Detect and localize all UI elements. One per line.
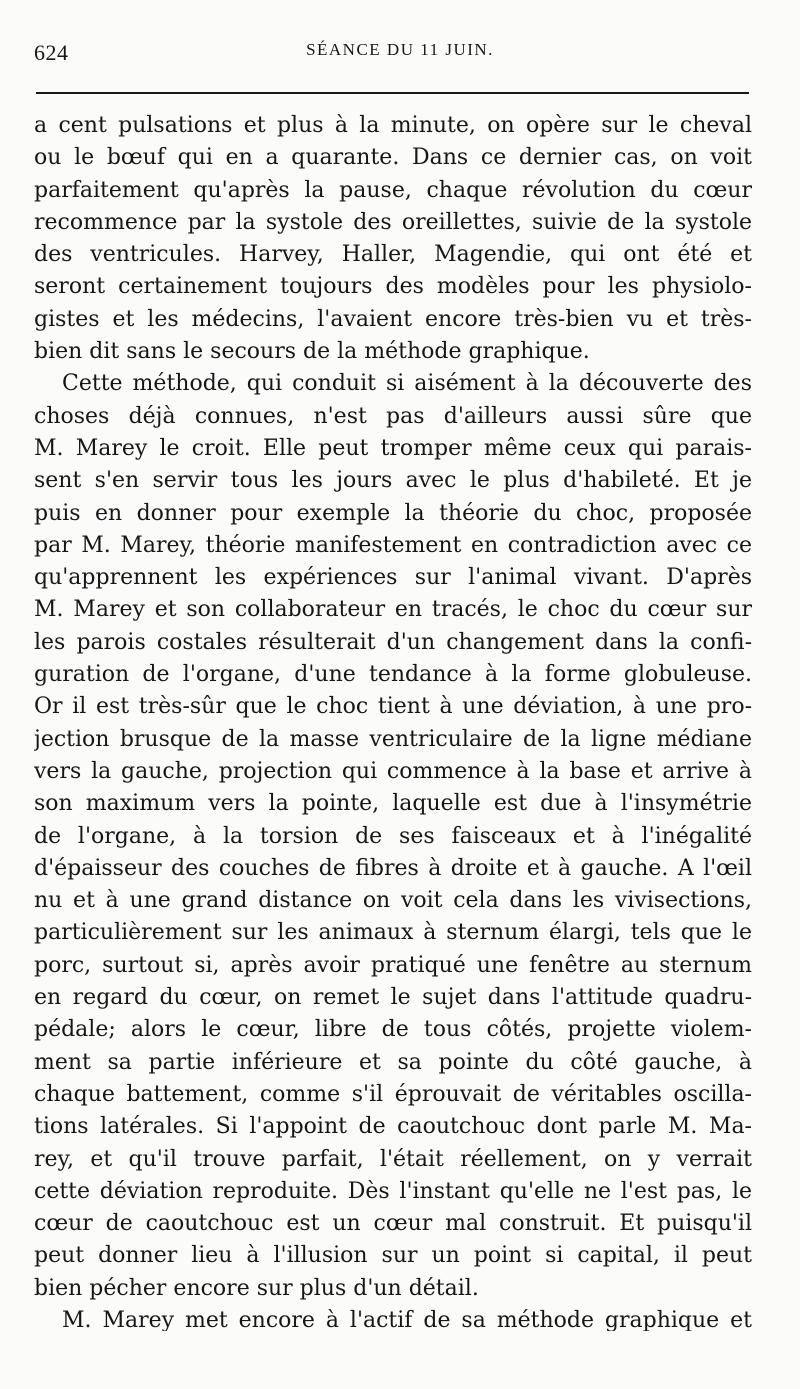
text-line: Or il est très-sûr que le choc tient à une déviation, à une pro- [34,694,752,720]
text-line: des ventricules. Harvey, Haller, Magendie, qui ont été et [34,242,752,268]
text-line: particulièrement sur les animaux à sternum élargi, tels que le [34,920,752,946]
text-line: nu et à une grand distance on voit cela dans les vivisections, [34,888,752,914]
text-line: Cette méthode, qui conduit si aisément à la découverte des [62,371,752,397]
text-line: les parois costales résulterait d'un changement dans la confi- [34,629,752,655]
text-line: cette déviation reproduite. Dès l'instant qu'elle ne l'est pas, le [34,1178,752,1204]
text-line: peut donner lieu à l'illusion sur un point si capital, il peut [34,1243,752,1269]
text-line: d'épaisseur des couches de fibres à droite et à gauche. A l'œil [34,855,752,881]
paragraph-1 [34,110,752,368]
text-line: porc, surtout si, après avoir pratiqué une fenêtre au sternum [34,952,752,978]
paragraph-2 [34,368,752,1305]
text-line: recommence par la systole des oreillettes, suivie de la systole [34,209,752,235]
text-line: bien pécher encore sur plus d'un détail. [34,1275,479,1301]
text-line: ment sa partie inférieure et sa pointe du côté gauche, à [34,1049,752,1075]
text-line: a cent pulsations et plus à la minute, on opère sur le cheval [34,113,752,138]
text-line: rey, et qu'il trouve parfait, l'était réellement, on y verrait [34,1146,752,1172]
text-line: vers la gauche, projection qui commence à la base et arrive à [34,758,752,784]
text-line: gistes et les médecins, l'avaient encore très-bien vu et très- [34,306,752,332]
text-line: par M. Marey, théorie manifestement en contradiction avec ce [34,532,752,558]
text-line: M. Marey et son collaborateur en tracés, le choc du cœur sur [34,597,752,623]
text-line: tions latérales. Si l'appoint de caoutchouc dont parle M. Ma- [34,1114,752,1140]
header-rule [36,92,749,94]
text-line: choses déjà connues, n'est pas d'ailleurs aussi sûre que [34,403,752,429]
text-line: seront certainement toujours des modèles pour les physiolo- [34,274,752,300]
text-line: puis en donner pour exemple la théorie du choc, proposée [34,500,752,526]
text-line: pédale; alors le cœur, libre de tous côtés, projette violem- [34,1017,752,1043]
body-text [34,110,752,1331]
text-line: M. Marey le croit. Elle peut tromper même ceux qui parais- [34,435,752,461]
text-line: bien dit sans le secours de la méthode graphique. [34,339,590,365]
text-line: cœur de caoutchouc est un cœur mal construit. Et puisqu'il [34,1211,752,1237]
page-number: 624 [34,40,69,65]
text-line: son maximum vers la pointe, laquelle est due à l'insymétrie [34,791,752,817]
paragraph-3 [34,1305,752,1331]
text-line: ou le bœuf qui en a quarante. Dans ce dernier cas, on voit [34,145,752,171]
text-line: chaque battement, comme s'il éprouvait de véritables oscilla- [34,1081,752,1107]
text-line: jection brusque de la masse ventriculaire de la ligne médiane [34,726,752,752]
text-line: en regard du cœur, on remet le sujet dans l'attitude quadru- [34,985,752,1011]
text-line: qu'apprennent les expériences sur l'animal vivant. D'après [34,565,752,591]
text-line: M. Marey met encore à l'actif de sa méthode graphique et [62,1307,752,1331]
running-head: SÉANCE DU 11 JUIN. [306,40,494,59]
text-line: sent s'en servir tous les jours avec le plus d'habileté. Et je [34,468,752,494]
text-line: de l'organe, à la torsion de ses faisceaux et à l'inégalité [34,823,752,849]
text-line: parfaitement qu'après la pause, chaque révolution du cœur [34,177,752,203]
text-line: guration de l'organe, d'une tendance à la forme globuleuse. [34,662,752,688]
